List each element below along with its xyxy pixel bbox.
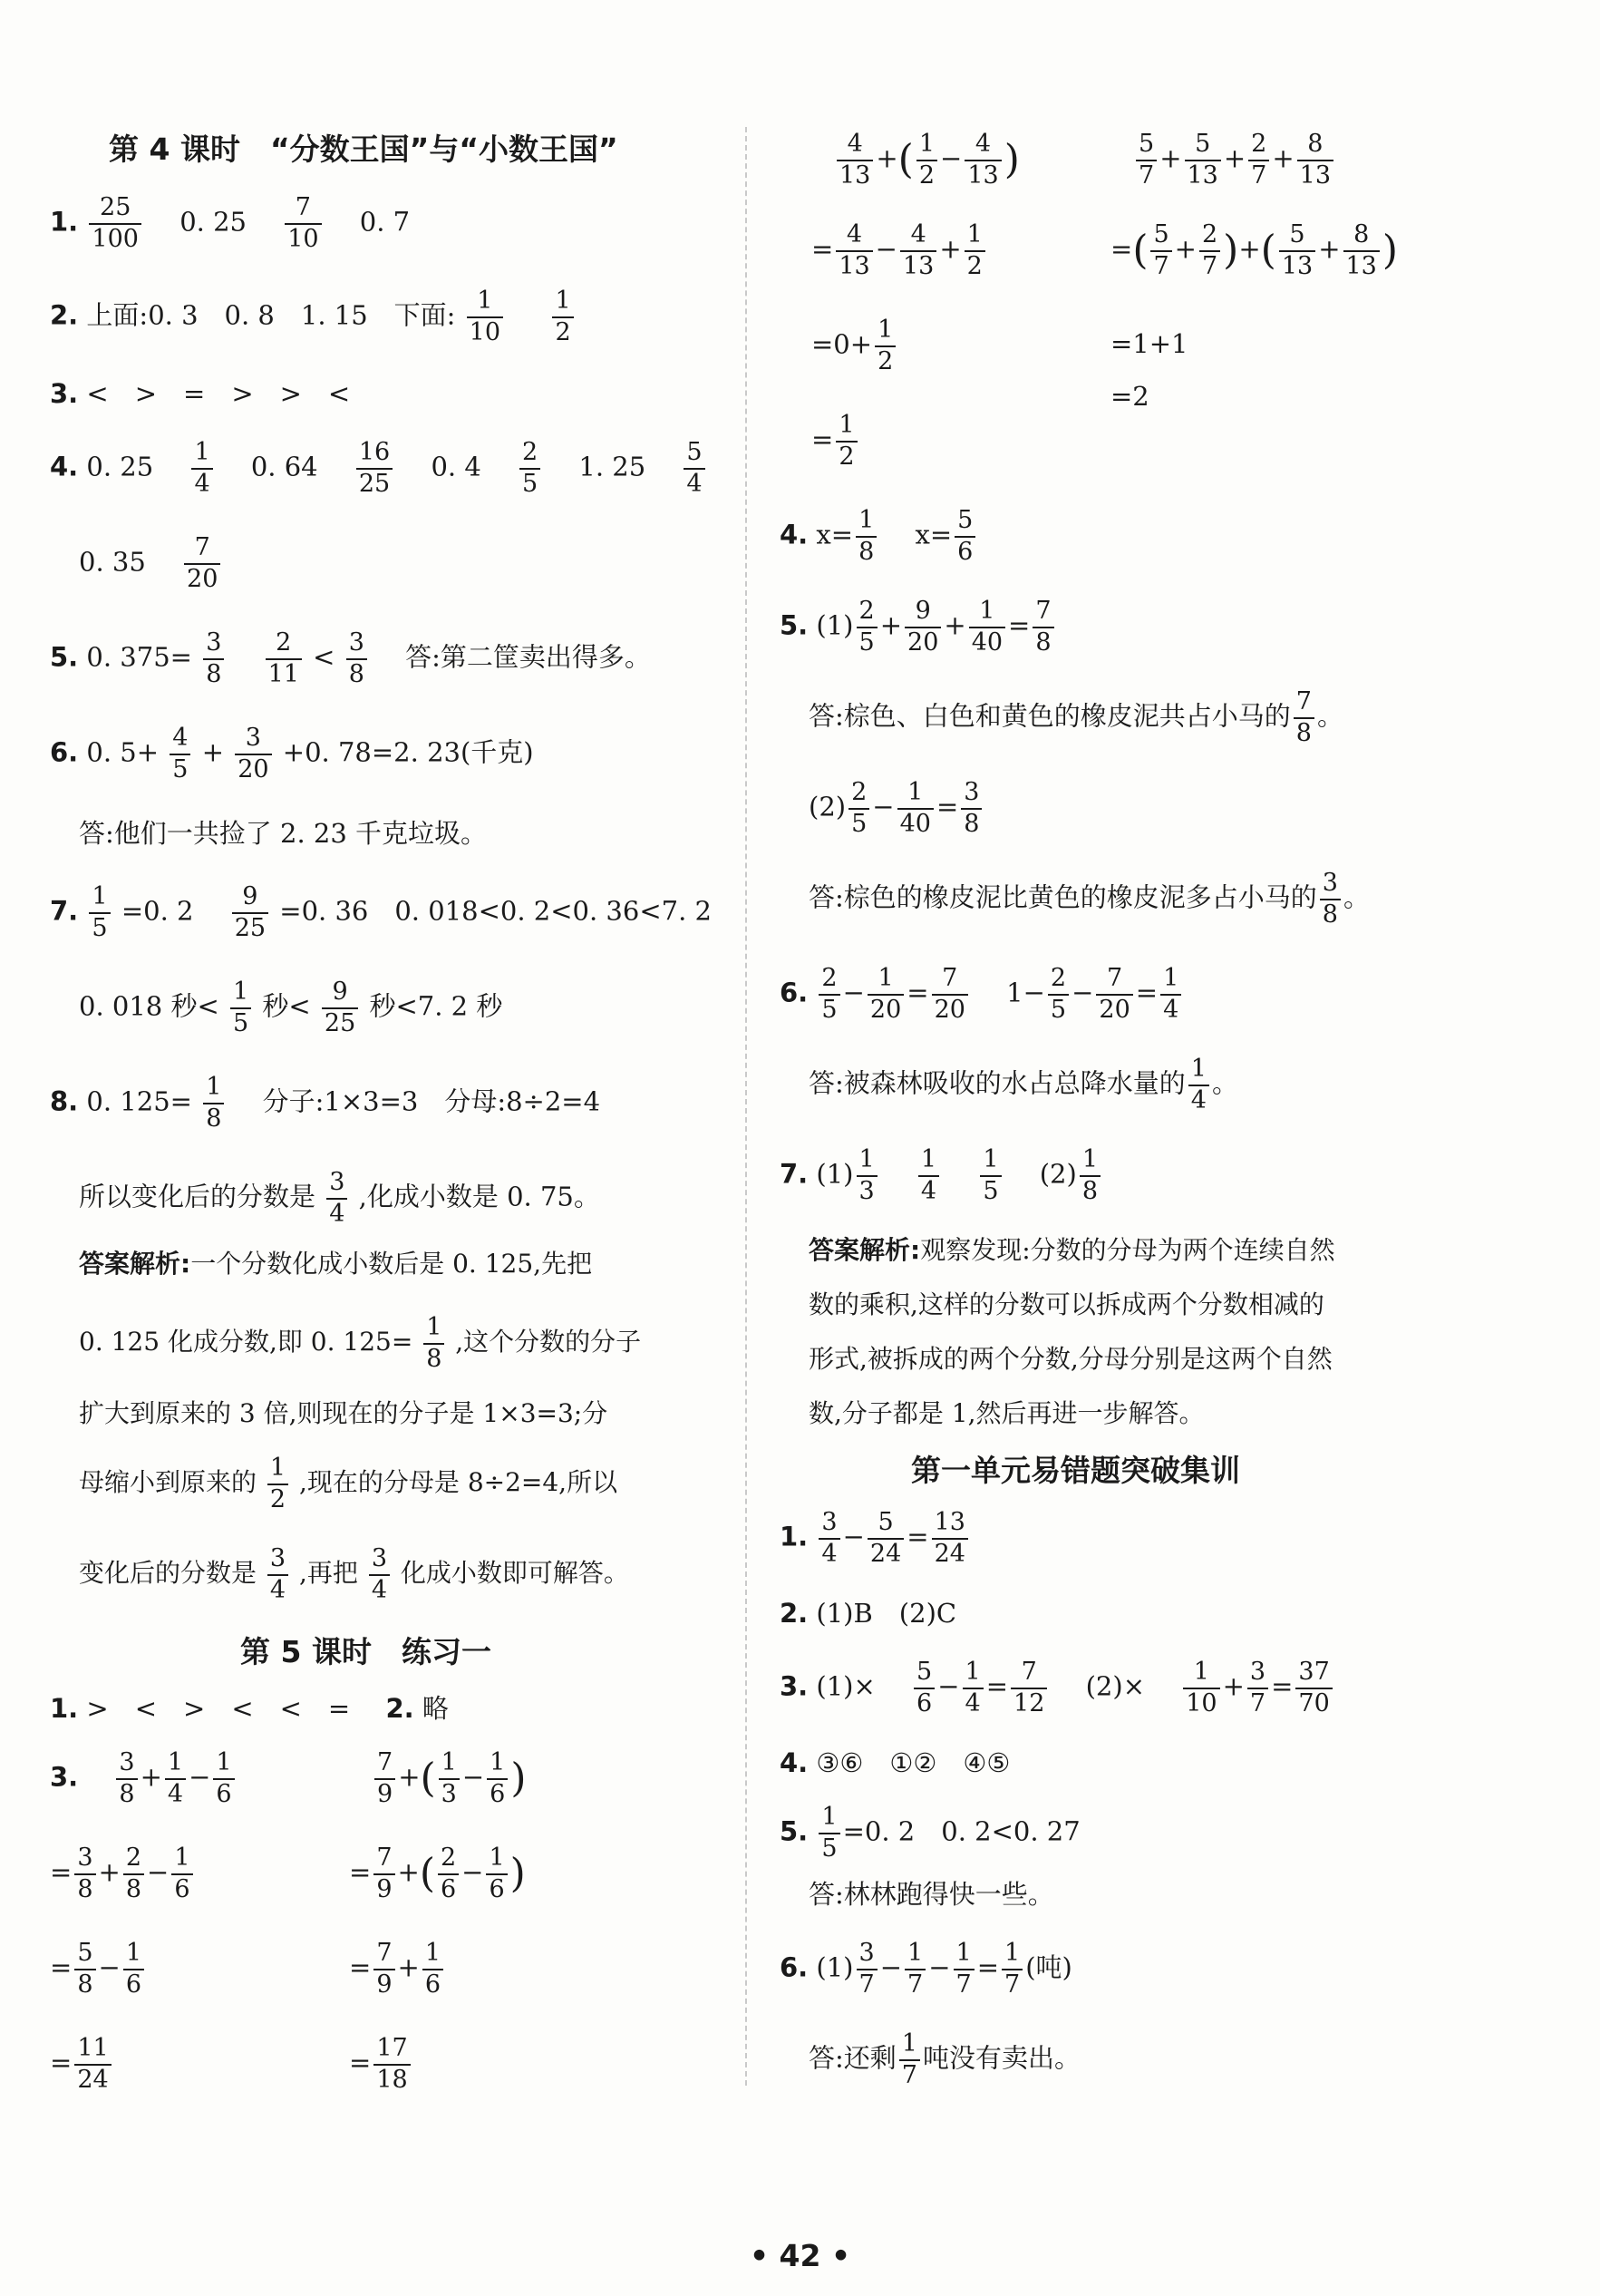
left-l5-q3-row1: 3. $\frac{3}{8}$ + $\frac{1}{4}$ − $\frac{1}{6}$ (50, 1750, 238, 1807)
fraction: $\frac{1}{4}$ (1160, 966, 1181, 1023)
fraction: $\frac{3}{7}$ (1247, 1659, 1268, 1717)
left-l5-q3b-row2: = $\frac{7}{9}$ +( $\frac{2}{6}$ − $\frac{1}{6}$ ) (349, 1844, 526, 1903)
fraction: $\frac{5}{6}$ (914, 1659, 935, 1717)
fraction: $\frac{1}{7}$ (1002, 1941, 1023, 1998)
left-q2: 2. 上面:0. 3 0. 8 1. 15 下面: $\frac{1}{10}$ $\frac{1}{2}$ (50, 288, 577, 345)
fraction: $\frac{2}{5}$ (848, 780, 869, 837)
fraction: $\frac{5}{7}$ (1136, 131, 1157, 189)
right-calc-b-row3: =1+1 (1110, 328, 1188, 359)
fraction: $\frac{17}{18}$ (373, 2036, 410, 2093)
left-q8-cont: 所以变化后的分数是 $\frac{3}{4}$ ,化成小数是 0. 75。 (79, 1168, 600, 1228)
fraction: $\frac{2}{7}$ (1248, 131, 1269, 189)
fraction: $\frac{3}{4}$ (267, 1546, 288, 1603)
fraction: $\frac{5}{6}$ (955, 508, 975, 565)
fraction: $\frac{7}{20}$ (1096, 966, 1132, 1023)
fraction: $\frac{8}{13}$ (1297, 131, 1333, 189)
right-q7: 7. (1) $\frac{1}{3}$ $\frac{1}{4}$ $\frac{1}{5}$ (2) $\frac{1}{8}$ (780, 1147, 1103, 1204)
right-q5: 5. (1) $\frac{2}{5}$ + $\frac{9}{20}$ + $\frac{1}{40}$ = $\frac{7}{8}$ (780, 598, 1057, 656)
unit-q3: 3. (1)× $\frac{5}{6}$ − $\frac{1}{4}$ = $\frac{7}{12}$ (2)× $\frac{1}{10}$ + $\frac{3}{7}$ = $\frac{37}{70}$ (780, 1659, 1335, 1717)
fraction: $\frac{2}{5}$ (1048, 966, 1069, 1023)
fraction: $\frac{3}{4}$ (326, 1170, 347, 1227)
left-q8: 8. 0. 125= $\frac{1}{8}$ 分子:1×3=3 分母:8÷2=4 (50, 1073, 601, 1133)
fraction: $\frac{4}{13}$ (900, 222, 936, 279)
fraction: $\frac{1}{7}$ (905, 1941, 926, 1998)
fraction: $\frac{3}{8}$ (961, 780, 982, 837)
fraction: $\frac{7}{10}$ (285, 195, 321, 252)
fraction: $\frac{5}{4}$ (684, 440, 704, 497)
fraction: $\frac{4}{13}$ (836, 222, 872, 279)
fraction: $\frac{1}{10}$ (467, 288, 503, 345)
fraction: $\frac{5}{8}$ (74, 1941, 95, 1998)
fraction: $\frac{1}{6}$ (422, 1941, 443, 1998)
left-l5-q1: 1. > < > < < = 2. 略 (50, 1693, 449, 1724)
fraction: $\frac{2}{7}$ (1199, 222, 1220, 279)
fraction: $\frac{1}{6}$ (171, 1845, 192, 1902)
fraction: $\frac{7}{12}$ (1011, 1659, 1047, 1717)
unit-q5-answer: 答:林林跑得快一些。 (809, 1879, 1054, 1910)
left-q4-cont: 0. 35 $\frac{7}{20}$ (79, 535, 223, 592)
fraction: $\frac{1}{4}$ (165, 1750, 186, 1807)
left-explanation-l5: 变化后的分数是 $\frac{3}{4}$ ,再把 $\frac{3}{4}$ 化成小数即可解答。 (79, 1544, 629, 1604)
right-q6-answer: 答:被森林吸收的水占总降水量的 $\frac{1}{4}$ 。 (809, 1055, 1238, 1114)
right-explanation-l4: 数,分子都是 1,然后再进一步解答。 (809, 1398, 1205, 1428)
fraction: $\frac{3}{8}$ (1320, 871, 1341, 928)
fraction: $\frac{1}{5}$ (819, 1805, 839, 1862)
right-explanation-l1: 答案解析:观察发现:分数的分母为两个连续自然 (809, 1235, 1335, 1265)
fraction: $\frac{1}{40}$ (969, 598, 1005, 656)
fraction: $\frac{9}{25}$ (322, 979, 358, 1036)
fraction: $\frac{1}{4}$ (191, 440, 212, 497)
lesson5-title: 第 5 课时 练习一 (240, 1634, 491, 1669)
unit-q1: 1. $\frac{3}{4}$ − $\frac{5}{24}$ = $\frac{13}{24}$ (780, 1510, 971, 1567)
fraction: $\frac{1}{8}$ (1080, 1147, 1101, 1204)
fraction: $\frac{5}{13}$ (1279, 222, 1315, 279)
unit-review-title: 第一单元易错题突破集训 (911, 1453, 1240, 1488)
fraction: $\frac{1}{2}$ (552, 288, 573, 345)
fraction: $\frac{1}{6}$ (123, 1941, 144, 1998)
column-divider (745, 127, 747, 2086)
unit-q6: 6. (1) $\frac{3}{7}$ − $\frac{1}{7}$ − $\frac{1}{7}$ = $\frac{1}{7}$ (吨) (780, 1939, 1072, 1999)
right-calc-a-row3: =0+ $\frac{1}{2}$ (811, 317, 898, 375)
left-q4: 4. 0. 25 $\frac{1}{4}$ 0. 64 $\frac{16}{25}$ 0. 4 $\frac{2}{5}$ 1. 25 $\frac{5}{4}$ (50, 440, 708, 497)
fraction: $\frac{1}{2}$ (916, 131, 937, 189)
unit-q2: 2. (1)B (2)C (780, 1598, 957, 1629)
fraction: $\frac{3}{4}$ (819, 1510, 839, 1567)
left-q7-cont: 0. 018 秒< $\frac{1}{5}$ 秒< $\frac{9}{25}$ 秒<7. 2 秒 (79, 978, 503, 1037)
right-calc-b-row4: =2 (1110, 381, 1149, 412)
fraction: $\frac{9}{20}$ (905, 598, 941, 656)
fraction: $\frac{4}{5}$ (170, 725, 190, 783)
fraction: $\frac{5}{24}$ (868, 1510, 904, 1567)
fraction: $\frac{1}{7}$ (899, 2031, 920, 2088)
right-calc-b-row1: $\frac{5}{7}$ + $\frac{5}{13}$ + $\frac{2}{7}$ + $\frac{8}{13}$ (1133, 131, 1336, 189)
fraction: $\frac{1}{20}$ (868, 966, 904, 1023)
fraction: $\frac{16}{25}$ (356, 440, 393, 497)
fraction: $\frac{7}{9}$ (374, 1750, 395, 1807)
fraction: $\frac{1}{8}$ (203, 1075, 224, 1132)
fraction: $\frac{2}{5}$ (519, 440, 540, 497)
fraction: $\frac{1}{4}$ (1188, 1056, 1209, 1114)
right-explanation-l3: 形式,被拆成的两个分数,分母分别是这两个自然 (809, 1344, 1333, 1374)
right-calc-a-row2: = $\frac{4}{13}$ − $\frac{4}{13}$ + $\frac{1}{2}$ (811, 222, 988, 279)
fraction: $\frac{25}{100}$ (89, 195, 141, 252)
fraction: $\frac{2}{5}$ (857, 598, 878, 656)
right-q4: 4. x= $\frac{1}{8}$ x= $\frac{5}{6}$ (780, 508, 978, 565)
unit-q6-answer: 答:还剩 $\frac{1}{7}$ 吨没有卖出。 (809, 2029, 1081, 2089)
fraction: $\frac{2}{6}$ (438, 1845, 459, 1902)
fraction: $\frac{3}{7}$ (857, 1941, 878, 1998)
unit-q5: 5. $\frac{1}{5}$ =0. 2 0. 2<0. 27 (780, 1803, 1081, 1863)
left-explanation-l4: 母缩小到原来的 $\frac{1}{2}$ ,现在的分母是 8÷2=4,所以 (79, 1454, 618, 1513)
fraction: $\frac{5}{7}$ (1150, 222, 1171, 279)
fraction: $\frac{1}{40}$ (897, 780, 934, 837)
right-calc-b-row2: =( $\frac{5}{7}$ + $\frac{2}{7}$ )+( $\frac{5}{13}$ + $\frac{8}{13}$ ) (1110, 220, 1399, 280)
fraction: $\frac{7}{9}$ (373, 1941, 394, 1998)
fraction: $\frac{11}{24}$ (74, 2036, 111, 2093)
fraction: $\frac{1}{6}$ (487, 1750, 508, 1807)
fraction: $\frac{3}{8}$ (74, 1845, 95, 1902)
fraction: $\frac{3}{8}$ (203, 630, 224, 687)
left-explanation-l3: 扩大到原来的 3 倍,则现在的分子是 1×3=3;分 (79, 1398, 608, 1428)
left-l5-q3b-row1: $\frac{7}{9}$ +( $\frac{1}{3}$ − $\frac{1}{6}$ ) (372, 1750, 527, 1807)
right-q5-answer1: 答:棕色、白色和黄色的橡皮泥共占小马的 $\frac{7}{8}$ 。 (809, 687, 1343, 747)
fraction: $\frac{1}{3}$ (439, 1750, 460, 1807)
fraction: $\frac{1}{5}$ (980, 1147, 1001, 1204)
fraction: $\frac{8}{13}$ (1343, 222, 1380, 279)
right-explanation-l2: 数的乘积,这样的分数可以拆成两个分数相减的 (809, 1289, 1324, 1319)
fraction: $\frac{1}{2}$ (267, 1455, 288, 1513)
fraction: $\frac{1}{8}$ (856, 508, 877, 565)
fraction: $\frac{3}{8}$ (346, 630, 367, 687)
fraction: $\frac{7}{9}$ (373, 1845, 394, 1902)
fraction: $\frac{1}{3}$ (857, 1147, 878, 1204)
fraction: $\frac{1}{4}$ (963, 1659, 984, 1717)
fraction: $\frac{1}{7}$ (954, 1941, 975, 1998)
fraction: $\frac{3}{8}$ (116, 1750, 137, 1807)
right-q5-answer2: 答:棕色的橡皮泥比黄色的橡皮泥多占小马的 $\frac{3}{8}$ 。 (809, 869, 1370, 929)
fraction: $\frac{7}{20}$ (932, 966, 968, 1023)
fraction: $\frac{2}{8}$ (123, 1845, 144, 1902)
unit-q4: 4. ③⑥ ①② ④⑤ (780, 1747, 1011, 1778)
fraction: $\frac{13}{24}$ (932, 1510, 968, 1567)
right-calc-a-row4: = $\frac{1}{2}$ (811, 413, 860, 470)
fraction: $\frac{5}{13}$ (1185, 131, 1221, 189)
left-l5-q3b-row3: = $\frac{7}{9}$ + $\frac{1}{6}$ (349, 1941, 446, 1998)
fraction: $\frac{2}{5}$ (819, 966, 839, 1023)
fraction: $\frac{1}{4}$ (918, 1147, 939, 1204)
left-l5-q3b-row4: = $\frac{17}{18}$ (349, 2036, 413, 2093)
fraction: $\frac{7}{8}$ (1033, 598, 1053, 656)
fraction: $\frac{3}{20}$ (235, 725, 271, 783)
fraction: $\frac{7}{20}$ (184, 535, 220, 592)
fraction: $\frac{3}{4}$ (369, 1546, 390, 1603)
fraction: $\frac{1}{2}$ (965, 222, 985, 279)
fraction: $\frac{1}{8}$ (423, 1315, 444, 1372)
fraction: $\frac{4}{13}$ (965, 131, 1001, 189)
right-calc-a-row1: $\frac{4}{13}$ +( $\frac{1}{2}$ − $\frac{4}{13}$ ) (834, 131, 1020, 189)
fraction: $\frac{1}{6}$ (486, 1845, 507, 1902)
left-l5-q3-row3: = $\frac{5}{8}$ − $\frac{1}{6}$ (50, 1941, 147, 1998)
fraction: $\frac{9}{25}$ (232, 884, 268, 941)
left-q5: 5. 0. 375= $\frac{3}{8}$ $\frac{2}{11}$ < $\frac{3}{8}$ 答:第二筐卖出得多。 (50, 628, 651, 688)
fraction: $\frac{1}{2}$ (836, 413, 857, 470)
fraction: $\frac{4}{13}$ (837, 131, 873, 189)
fraction: $\frac{1}{5}$ (230, 979, 251, 1036)
left-q6: 6. 0. 5+ $\frac{4}{5}$ + $\frac{3}{20}$ +0. 78=2. 23(千克) (50, 724, 534, 783)
lesson4-title: 第 4 课时 “分数王国”与“小数王国” (109, 131, 618, 167)
fraction: $\frac{1}{6}$ (213, 1750, 234, 1807)
page-number: • 42 • (749, 2238, 851, 2273)
fraction: $\frac{7}{8}$ (1294, 689, 1314, 746)
fraction: $\frac{1}{10}$ (1183, 1659, 1219, 1717)
left-q1: 1. $\frac{25}{100}$ 0. 25 $\frac{7}{10}$ 0. 7 (50, 193, 411, 253)
left-q3: 3. < > = > > < (50, 378, 351, 409)
fraction: $\frac{1}{2}$ (875, 317, 896, 375)
right-q5-part2: (2) $\frac{2}{5}$ − $\frac{1}{40}$ = $\frac{3}{8}$ (809, 780, 984, 837)
left-q7: 7. $\frac{1}{5}$ =0. 2 $\frac{9}{25}$ =0. 36 0. 018<0. 2<0. 36<7. 2 (50, 882, 712, 942)
left-explanation-l1: 答案解析:一个分数化成小数后是 0. 125,先把 (79, 1249, 593, 1279)
left-explanation-l2: 0. 125 化成分数,即 0. 125= $\frac{1}{8}$ ,这个分数的分子 (79, 1313, 642, 1373)
fraction: $\frac{2}{11}$ (266, 630, 302, 687)
left-l5-q3-row2: = $\frac{3}{8}$ + $\frac{2}{8}$ − $\frac{1}{6}$ (50, 1845, 196, 1902)
fraction: $\frac{37}{70}$ (1295, 1659, 1332, 1717)
fraction: $\frac{1}{5}$ (89, 884, 110, 941)
left-l5-q3-row4: = $\frac{11}{24}$ (50, 2036, 114, 2093)
right-q6: 6. $\frac{2}{5}$ − $\frac{1}{20}$ = $\frac{7}{20}$ 1− $\frac{2}{5}$ − $\frac{7}{20}$ = $\frac{1}{4}$ (780, 966, 1184, 1023)
left-q6-answer: 答:他们一共捡了 2. 23 千克垃圾。 (79, 818, 487, 849)
